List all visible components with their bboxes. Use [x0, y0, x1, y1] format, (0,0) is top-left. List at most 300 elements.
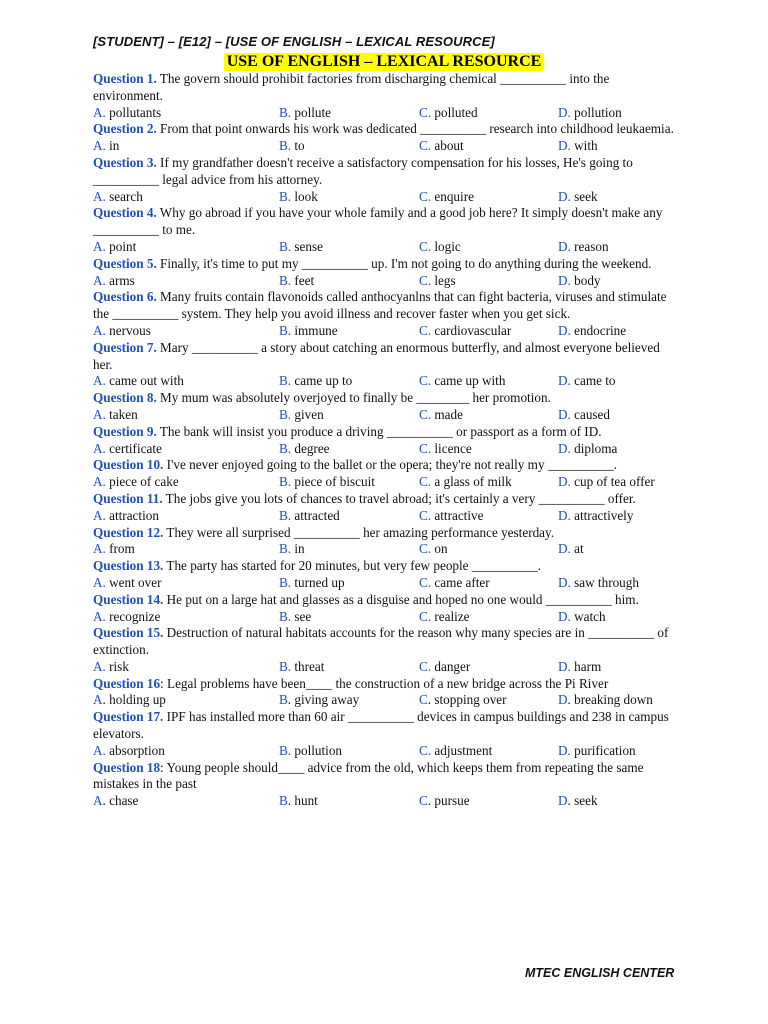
option-letter: D. [558, 188, 571, 204]
answer-option [558, 575, 678, 592]
answer-option [93, 273, 279, 290]
answer-options [93, 659, 678, 676]
question-stem [93, 205, 678, 239]
question-number: Question 5. [93, 255, 157, 271]
option-text: enquire [431, 188, 474, 204]
option-text: immune [291, 322, 338, 338]
question-stem [93, 457, 678, 474]
answer-options [93, 508, 678, 525]
option-letter: A. [93, 188, 106, 204]
option-text: danger [431, 658, 471, 674]
option-letter: A. [93, 507, 106, 523]
answer-option [279, 138, 419, 155]
option-letter: C. [419, 188, 432, 204]
option-letter: A [93, 692, 103, 708]
option-letter: C. [419, 322, 432, 338]
option-letter: C [419, 793, 428, 809]
question-stem [93, 760, 678, 794]
answer-option [558, 508, 678, 525]
option-letter: C [419, 692, 428, 708]
answer-option [558, 692, 678, 709]
option-letter: C. [419, 373, 432, 389]
answer-option [93, 659, 279, 676]
option-text: cardiovascular [431, 322, 512, 338]
option-text: came after [431, 574, 490, 590]
question-number: Question 9. [93, 423, 157, 439]
option-text: pollute [291, 104, 332, 120]
option-letter: D [558, 793, 568, 809]
option-text: came up with [431, 373, 506, 389]
option-letter: D. [558, 373, 571, 389]
option-text: went over [105, 574, 162, 590]
answer-options [93, 474, 678, 491]
question-block [93, 592, 678, 626]
option-letter: C. [419, 238, 432, 254]
option-letter: A. [93, 138, 106, 154]
question-stem [93, 676, 678, 693]
question-number: Question 12. [93, 524, 164, 540]
option-text: purification [570, 742, 636, 758]
option-letter: C. [419, 272, 432, 288]
answer-option [93, 609, 279, 626]
option-letter: D. [558, 742, 571, 758]
question-number: Question 10. [93, 457, 164, 473]
answer-option [279, 105, 419, 122]
option-text: piece of biscuit [291, 474, 375, 490]
answer-option [419, 508, 558, 525]
option-text: came to [570, 373, 616, 389]
option-letter: A. [93, 474, 106, 490]
answer-option [279, 743, 419, 760]
answer-option [419, 692, 558, 709]
question-block [93, 625, 678, 675]
option-text: . stopping over [427, 692, 507, 708]
option-text: made [431, 406, 463, 422]
answer-option [558, 273, 678, 290]
answer-option [279, 273, 419, 290]
answer-option [419, 575, 558, 592]
question-number: Question 15. [93, 625, 164, 641]
footer-label: MTEC ENGLISH CENTER [525, 966, 675, 980]
option-letter: C. [419, 406, 432, 422]
option-text: taken [105, 406, 138, 422]
question-text: Finally, it's time to put my __________ up. I'm not going to do anything during the weekend. [156, 255, 652, 271]
answer-option [279, 239, 419, 256]
option-letter: B. [279, 608, 292, 624]
option-text: diploma [570, 440, 618, 456]
option-letter: D. [558, 440, 571, 456]
answer-option [558, 407, 678, 424]
answer-option [419, 138, 558, 155]
option-letter: B [279, 692, 288, 708]
option-letter: B [279, 793, 288, 809]
option-text: saw through [570, 574, 639, 590]
option-letter: A. [93, 658, 106, 674]
question-block [93, 676, 678, 710]
option-letter: D. [558, 138, 571, 154]
answer-option [558, 793, 678, 810]
question-number: Question 4. [93, 205, 157, 221]
answer-option [419, 793, 558, 810]
answer-option [558, 541, 678, 558]
answer-option [419, 609, 558, 626]
question-block [93, 256, 678, 290]
option-letter: B. [279, 272, 292, 288]
title-wrapper [0, 53, 768, 71]
answer-option [419, 541, 558, 558]
question-block [93, 289, 678, 339]
option-letter: C. [419, 658, 432, 674]
answer-option [279, 189, 419, 206]
answer-option [93, 508, 279, 525]
option-letter: A. [93, 238, 106, 254]
answer-option [558, 609, 678, 626]
option-text: recognize [105, 608, 161, 624]
option-text: from [105, 541, 135, 557]
option-text: attractive [431, 507, 484, 523]
option-letter: B. [279, 742, 292, 758]
question-text: IPF has installed more than 60 air __________ devices in campus buildings and 238 in campus elevators. [93, 709, 669, 742]
question-text: They were all surprised __________ her amazing performance yesterday. [163, 524, 555, 540]
option-text: feet [291, 272, 315, 288]
question-block [93, 760, 678, 810]
answer-option [279, 373, 419, 390]
option-text: attracted [291, 507, 340, 523]
answer-option [279, 441, 419, 458]
question-number: Question 7. [93, 339, 157, 355]
question-text: Why go abroad if you have your whole family and a good job here? It simply doesn't make any __________ to me. [93, 205, 663, 238]
option-letter: C. [419, 742, 432, 758]
question-number: Question 17. [93, 709, 164, 725]
option-text: licence [431, 440, 472, 456]
answer-option [93, 743, 279, 760]
answer-option [558, 239, 678, 256]
answer-option [93, 239, 279, 256]
answer-option [419, 659, 558, 676]
option-text: certificate [105, 440, 162, 456]
option-text: pollutants [105, 104, 162, 120]
option-text: on [431, 541, 448, 557]
option-text: reason [570, 238, 609, 254]
option-text: logic [431, 238, 461, 254]
answer-option [279, 793, 419, 810]
question-stem [93, 709, 678, 743]
question-block [93, 709, 678, 759]
option-text: polluted [431, 104, 478, 120]
question-text: : Young people should____ advice from the old, which keeps them from repeating the same mistakes in the past [93, 759, 644, 792]
answer-option [279, 508, 419, 525]
option-text: . chase [102, 793, 139, 809]
option-text: cup of tea offer [570, 474, 655, 490]
question-text: The jobs give you lots of chances to travel abroad; it's certainly a very __________ offer. [162, 490, 636, 506]
option-text: . seek [567, 793, 598, 809]
question-number: Question 18 [93, 759, 161, 775]
option-letter: A. [93, 322, 106, 338]
answer-option [419, 373, 558, 390]
option-letter: C. [419, 440, 432, 456]
answer-options [93, 793, 678, 810]
option-text: look [291, 188, 318, 204]
question-number: Question 13. [93, 558, 164, 574]
answer-option [419, 239, 558, 256]
answer-option [279, 659, 419, 676]
option-letter: A. [93, 541, 106, 557]
option-letter: D [558, 692, 568, 708]
option-letter: B. [279, 541, 292, 557]
question-text: Many fruits contain flavonoids called anthocyanlns that can fight bacteria, viruses and stimulate the __________ system. They help you avoid illness and recover faster when you get sick. [93, 289, 667, 322]
answer-option [93, 575, 279, 592]
option-text: at [570, 541, 584, 557]
option-text: see [291, 608, 312, 624]
option-letter: D. [558, 272, 571, 288]
option-text: pollution [291, 742, 343, 758]
option-text: point [105, 238, 137, 254]
answer-option [558, 189, 678, 206]
option-text: arms [105, 272, 135, 288]
question-text: From that point onwards his work was dedicated __________ research into childhood leukaemia. [156, 121, 674, 137]
question-text: The bank will insist you produce a driving __________ or passport as a form of ID. [156, 423, 602, 439]
question-stem [93, 340, 678, 374]
question-block [93, 71, 678, 121]
answer-option [558, 743, 678, 760]
option-letter: D. [558, 608, 571, 624]
question-text: My mum was absolutely overjoyed to finally be ________ her promotion. [156, 390, 551, 406]
option-text: attractively [570, 507, 634, 523]
option-text: turned up [291, 574, 345, 590]
option-text: in [105, 138, 120, 154]
option-text: in [291, 541, 305, 557]
answer-options [93, 323, 678, 340]
answer-options [93, 743, 678, 760]
question-block [93, 525, 678, 559]
question-number: Question 14. [93, 591, 164, 607]
answer-option [279, 692, 419, 709]
answer-option [279, 323, 419, 340]
answer-option [279, 541, 419, 558]
option-text: legs [431, 272, 456, 288]
question-stem [93, 491, 678, 508]
question-stem [93, 525, 678, 542]
option-letter: C. [419, 474, 432, 490]
option-text: search [105, 188, 143, 204]
question-block [93, 205, 678, 255]
option-letter: B. [279, 188, 292, 204]
question-stem [93, 155, 678, 189]
answer-option [93, 541, 279, 558]
answer-option [93, 474, 279, 491]
option-text: . holding up [102, 692, 166, 708]
answer-options [93, 692, 678, 709]
answer-option [419, 273, 558, 290]
option-letter: A. [93, 104, 106, 120]
question-block [93, 558, 678, 592]
answer-option [558, 105, 678, 122]
question-block [93, 491, 678, 525]
question-stem [93, 390, 678, 407]
question-list [93, 71, 678, 810]
answer-option [558, 373, 678, 390]
option-letter: A. [93, 574, 106, 590]
question-stem [93, 558, 678, 575]
answer-option [279, 609, 419, 626]
question-text: : Legal problems have been____ the construction of a new bridge across the Pi River [160, 675, 609, 691]
question-number: Question 1. [93, 71, 157, 86]
option-text: . giving away [287, 692, 360, 708]
question-stem [93, 121, 678, 138]
option-letter: A. [93, 608, 106, 624]
question-text: If my grandfather doesn't receive a satisfactory compensation for his losses, He's going to __________ legal advice from his attorney. [93, 154, 633, 187]
answer-option [93, 373, 279, 390]
answer-options [93, 373, 678, 390]
answer-option [93, 793, 279, 810]
answer-options [93, 138, 678, 155]
answer-option [93, 441, 279, 458]
answer-option [93, 105, 279, 122]
answer-option [558, 659, 678, 676]
option-text: with [570, 138, 598, 154]
question-block [93, 155, 678, 205]
question-block [93, 390, 678, 424]
option-text: . hunt [287, 793, 318, 809]
option-letter: B. [279, 373, 292, 389]
answer-options [93, 105, 678, 122]
option-text: nervous [105, 322, 151, 338]
option-letter: B. [279, 507, 292, 523]
answer-option [558, 323, 678, 340]
option-letter: B. [279, 238, 292, 254]
answer-option [419, 743, 558, 760]
option-text: adjustment [431, 742, 493, 758]
option-letter: B. [279, 406, 292, 422]
answer-option [93, 323, 279, 340]
answer-options [93, 541, 678, 558]
answer-option [558, 441, 678, 458]
answer-options [93, 609, 678, 626]
question-block [93, 340, 678, 390]
option-letter: A. [93, 440, 106, 456]
option-text: a glass of milk [431, 474, 512, 490]
option-text: harm [570, 658, 602, 674]
answer-option [419, 441, 558, 458]
option-letter: D. [558, 238, 571, 254]
page-title: USE OF ENGLISH – LEXICAL RESOURCE [224, 53, 545, 71]
answer-options [93, 189, 678, 206]
answer-option [419, 189, 558, 206]
option-letter: A. [93, 742, 106, 758]
answer-options [93, 575, 678, 592]
option-letter: C. [419, 608, 432, 624]
option-text: caused [570, 406, 611, 422]
option-letter: A. [93, 373, 106, 389]
option-text: seek [570, 188, 598, 204]
answer-option [419, 474, 558, 491]
question-stem [93, 71, 678, 105]
question-stem [93, 424, 678, 441]
answer-option [419, 105, 558, 122]
option-text: came out with [105, 373, 184, 389]
answer-option [558, 138, 678, 155]
question-number: Question 16 [93, 675, 161, 691]
answer-options [93, 239, 678, 256]
answer-option [93, 407, 279, 424]
option-letter: B. [279, 658, 292, 674]
answer-option [279, 474, 419, 491]
answer-option [279, 407, 419, 424]
option-text: came up to [291, 373, 353, 389]
question-text: Mary __________ a story about catching an enormous butterfly, and almost everyone believed her. [93, 339, 660, 372]
question-text: I've never enjoyed going to the ballet or the opera; they're not really my __________. [163, 457, 618, 473]
option-text: degree [291, 440, 330, 456]
question-text: He put on a large hat and glasses as a disguise and hoped no one would __________ him. [163, 591, 639, 607]
question-text: Destruction of natural habitats accounts for the reason why many species are in __________ of extinction. [93, 625, 669, 658]
answer-options [93, 407, 678, 424]
option-letter: B. [279, 474, 292, 490]
option-text: . pursue [427, 793, 470, 809]
option-text: threat [291, 658, 325, 674]
question-number: Question 2. [93, 121, 157, 137]
question-number: Question 3. [93, 154, 157, 170]
question-number: Question 6. [93, 289, 157, 305]
answer-option [93, 692, 279, 709]
answer-option [279, 575, 419, 592]
question-block [93, 424, 678, 458]
question-stem [93, 256, 678, 273]
option-letter: D. [558, 474, 571, 490]
option-text: given [291, 406, 324, 422]
option-text: attraction [105, 507, 159, 523]
option-letter: C. [419, 104, 432, 120]
option-letter: D. [558, 507, 571, 523]
option-text: watch [570, 608, 606, 624]
option-letter: B. [279, 574, 292, 590]
option-letter: A [93, 793, 103, 809]
option-letter: A. [93, 406, 106, 422]
answer-option [419, 407, 558, 424]
question-block [93, 457, 678, 491]
option-text: absorption [105, 742, 165, 758]
option-letter: A. [93, 272, 106, 288]
option-text: body [570, 272, 601, 288]
answer-option [558, 474, 678, 491]
option-text: about [431, 138, 464, 154]
option-letter: B. [279, 440, 292, 456]
option-letter: B. [279, 322, 292, 338]
question-text: The party has started for 20 minutes, but very few people __________. [163, 558, 542, 574]
option-text: endocrine [570, 322, 627, 338]
answer-option [419, 323, 558, 340]
answer-option [93, 189, 279, 206]
answer-option [93, 138, 279, 155]
option-text: piece of cake [105, 474, 179, 490]
option-text: risk [105, 658, 129, 674]
answer-options [93, 273, 678, 290]
question-stem [93, 592, 678, 609]
option-letter: C. [419, 507, 432, 523]
option-letter: D. [558, 104, 571, 120]
document-header: [STUDENT] – [E12] – [USE OF ENGLISH – LEXICAL RESOURCE] [93, 34, 495, 49]
option-letter: D. [558, 574, 571, 590]
question-stem [93, 625, 678, 659]
option-letter: D. [558, 406, 571, 422]
option-text: sense [291, 238, 323, 254]
option-letter: D. [558, 658, 571, 674]
option-letter: C. [419, 541, 432, 557]
answer-options [93, 441, 678, 458]
option-letter: D. [558, 322, 571, 338]
option-text: . breaking down [567, 692, 653, 708]
option-letter: C. [419, 574, 432, 590]
question-number: Question 11. [93, 490, 163, 506]
